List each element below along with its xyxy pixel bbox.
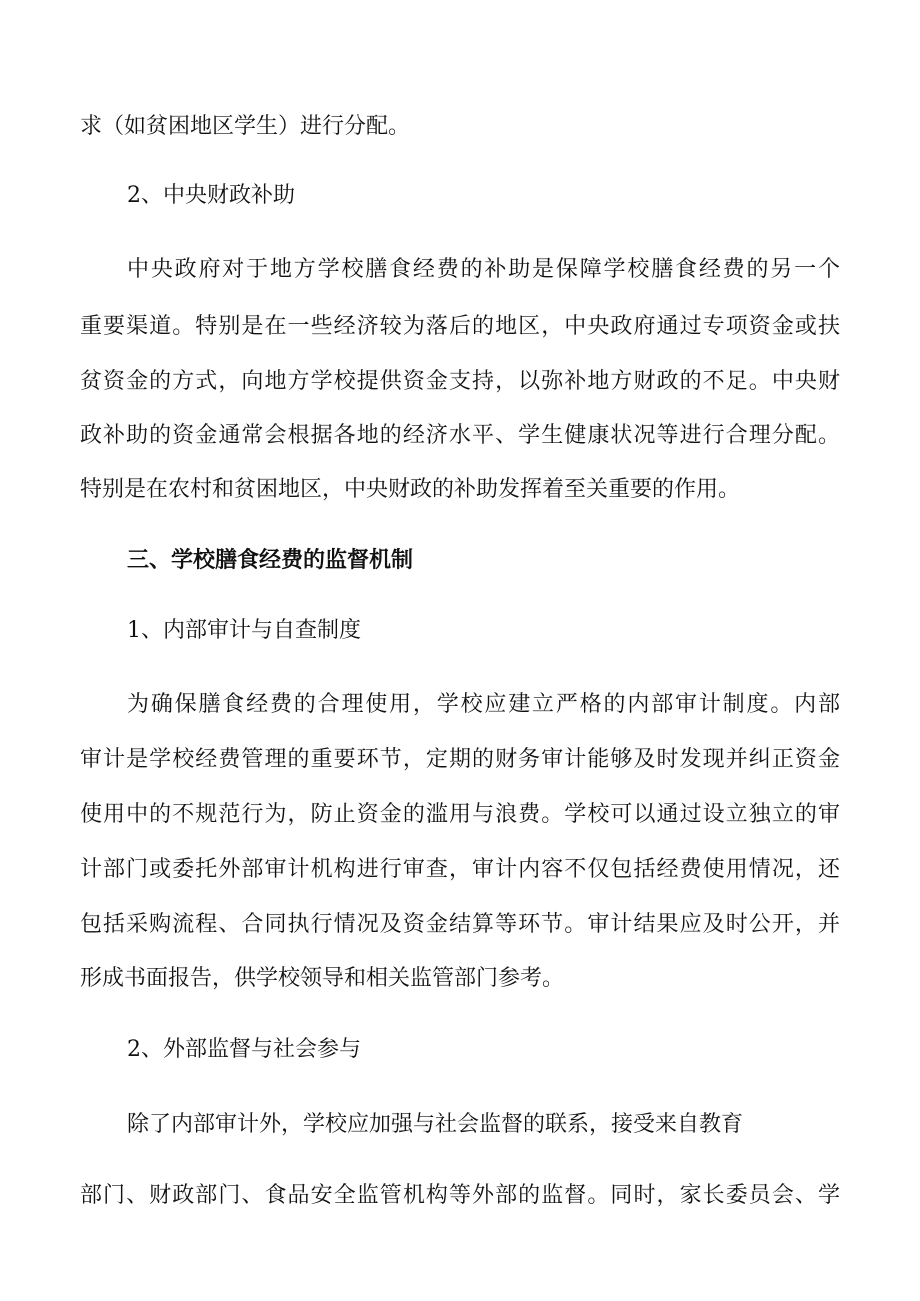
body-line: 特别是在农村和贫困地区，中央财政的补助发挥着至关重要的作用。 bbox=[80, 477, 741, 502]
body-line: 贫资金的方式，向地方学校提供资金支持，以弥补地方财政的不足。中央财 bbox=[80, 369, 840, 394]
body-line: 政补助的资金通常会根据各地的经济水平、学生健康状况等进行合理分配。 bbox=[80, 423, 840, 448]
body-line: 包括采购流程、合同执行情况及资金结算等环节。审计结果应及时公开，并 bbox=[80, 912, 840, 937]
body-line: 部门、财政部门、食品安全监管机构等外部的监督。同时，家长委员会、学 bbox=[80, 1183, 840, 1208]
section-heading: 2、外部监督与社会参与 bbox=[127, 1037, 361, 1062]
body-line: 为确保膳食经费的合理使用，学校应建立严格的内部审计制度。内部 bbox=[127, 692, 840, 717]
chapter-heading: 三、学校膳食经费的监督机制 bbox=[127, 547, 414, 573]
body-line: 形成书面报告，供学校领导和相关监管部门参考。 bbox=[80, 966, 565, 991]
section-heading: 1、内部审计与自查制度 bbox=[127, 618, 361, 643]
body-line: 中央政府对于地方学校膳食经费的补助是保障学校膳食经费的另一个 bbox=[127, 257, 840, 282]
body-line: 除了内部审计外，学校应加强与社会监督的联系，接受来自教育 bbox=[127, 1112, 744, 1137]
body-line: 求（如贫困地区学生）进行分配。 bbox=[80, 114, 411, 139]
body-line: 使用中的不规范行为，防止资金的滥用与浪费。学校可以通过设立独立的审 bbox=[80, 802, 840, 827]
body-line: 重要渠道。特别是在一些经济较为落后的地区，中央政府通过专项资金或扶 bbox=[80, 314, 840, 339]
section-heading: 2、中央财政补助 bbox=[127, 183, 295, 208]
body-line: 计部门或委托外部审计机构进行审查，审计内容不仅包括经费使用情况，还 bbox=[80, 857, 840, 882]
body-line: 审计是学校经费管理的重要环节，定期的财务审计能够及时发现并纠正资金 bbox=[80, 747, 840, 772]
